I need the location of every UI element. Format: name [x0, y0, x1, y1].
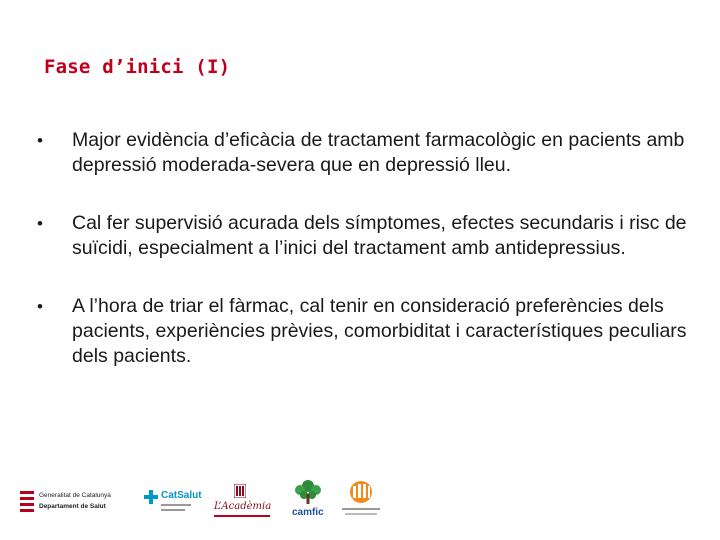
bullet-item [30, 128, 690, 178]
academia-name: L’Acadèmia [214, 501, 272, 512]
camfic-name: camfic [292, 507, 324, 518]
bullet-marker: • [37, 214, 43, 233]
slide-title: Fase d’inici (I) [44, 56, 231, 78]
catsalut-subtext [161, 504, 191, 506]
bullet-text: Major evidència d’eficàcia de tractament farmacològic en pacients amb depressió moderada-severa que en depressió lleu. [72, 129, 685, 176]
bullet-list [30, 128, 690, 369]
bullet-text: Cal fer supervisió acurada dels símptomes, efectes secundaris i risc de suïcidi, especialment a l’inici del tractament amb antidepressius. [72, 212, 687, 259]
fourth-org-logo [342, 480, 382, 520]
generalitat-line2: Departament de Salut [39, 503, 106, 510]
bullet-item [30, 294, 690, 369]
camfic-logo [290, 478, 330, 522]
academia-subtext [214, 515, 270, 517]
generalitat-line1: Generalitat de Catalunya [39, 492, 111, 499]
fourth-org-subtext [345, 513, 377, 515]
catsalut-subtext [161, 509, 185, 511]
building-icon [346, 480, 376, 504]
crest-icon [234, 484, 246, 498]
catsalut-name: CatSalut [161, 490, 202, 501]
cross-icon [144, 490, 158, 504]
bullet-marker: • [37, 131, 43, 150]
catsalut-logo [144, 488, 214, 518]
bullet-item [30, 211, 690, 261]
generalitat-logo [20, 490, 140, 518]
bullet-marker: • [37, 297, 43, 316]
fourth-org-subtext [342, 508, 380, 510]
footer-logos [20, 478, 390, 524]
catalan-flag-icon [20, 490, 34, 514]
tree-icon [292, 478, 324, 504]
bullet-text: A l’hora de triar el fàrmac, cal tenir en consideració preferències dels pacients, experiències prèvies, comorbiditat i característiques peculiars dels pacients. [72, 295, 687, 367]
academia-logo [214, 482, 278, 522]
